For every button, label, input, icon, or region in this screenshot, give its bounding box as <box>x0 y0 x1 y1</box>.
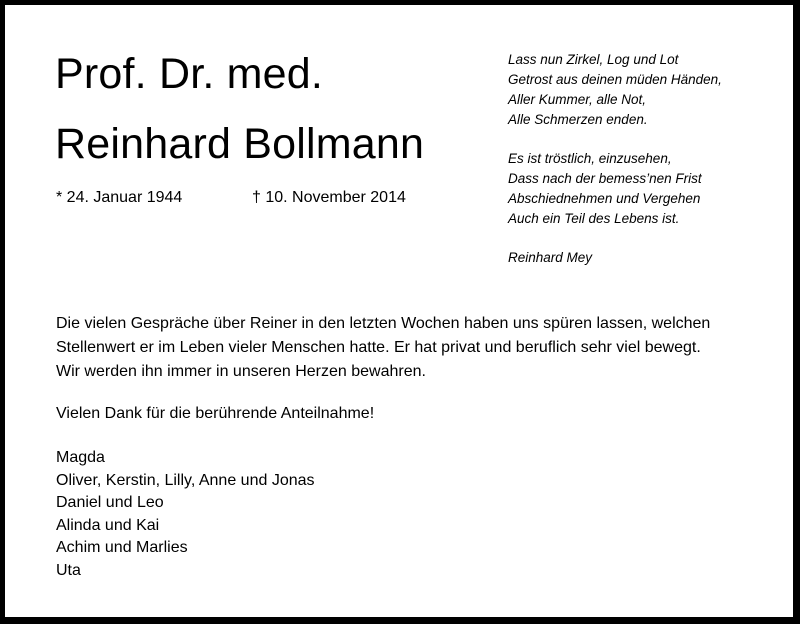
poem-line: Getrost aus deinen müden Händen, <box>508 72 722 87</box>
family-member: Oliver, Kerstin, Lilly, Anne und Jonas <box>56 471 315 489</box>
birth-date: * 24. Januar 1944 <box>56 189 183 206</box>
poem-stanza-2 <box>508 149 702 229</box>
thanks-line: Vielen Dank für die berührende Anteilnahme! <box>56 405 375 422</box>
obituary-notice <box>5 5 793 617</box>
family-member: Achim und Marlies <box>56 539 188 556</box>
paragraph-line: Die vielen Gespräche über Reiner in den letzten Wochen haben uns spüren lassen, welchen <box>56 315 711 332</box>
gratitude-paragraph <box>56 312 756 384</box>
poem-author: Reinhard Mey <box>508 250 593 265</box>
poem-stanza-1 <box>508 50 722 130</box>
poem-line: Dass nach der bemess’nen Frist <box>508 171 702 186</box>
family-signatures <box>56 447 315 582</box>
poem-line: Lass nun Zirkel, Log und Lot <box>508 52 679 67</box>
poem-line: Aller Kummer, alle Not, <box>508 92 647 107</box>
family-member: Magda <box>56 449 105 466</box>
academic-title: Prof. Dr. med. <box>55 50 324 98</box>
poem-line: Alle Schmerzen enden. <box>508 112 648 127</box>
poem-line: Abschiednehmen und Vergehen <box>508 191 701 206</box>
family-member: Alinda und Kai <box>56 516 160 534</box>
death-date: † 10. November 2014 <box>252 189 406 206</box>
family-member: Uta <box>56 561 81 579</box>
family-member: Daniel und Leo <box>56 494 164 511</box>
paragraph-line: Stellenwert er im Leben vieler Menschen hatte. Er hat privat und beruflich sehr viel bewegt. <box>56 339 701 356</box>
deceased-name: Reinhard Bollmann <box>55 120 425 168</box>
paragraph-line: Wir werden ihn immer in unseren Herzen bewahren. <box>56 363 426 380</box>
poem-line: Auch ein Teil des Lebens ist. <box>508 211 680 226</box>
poem-line: Es ist tröstlich, einzusehen, <box>508 151 672 166</box>
